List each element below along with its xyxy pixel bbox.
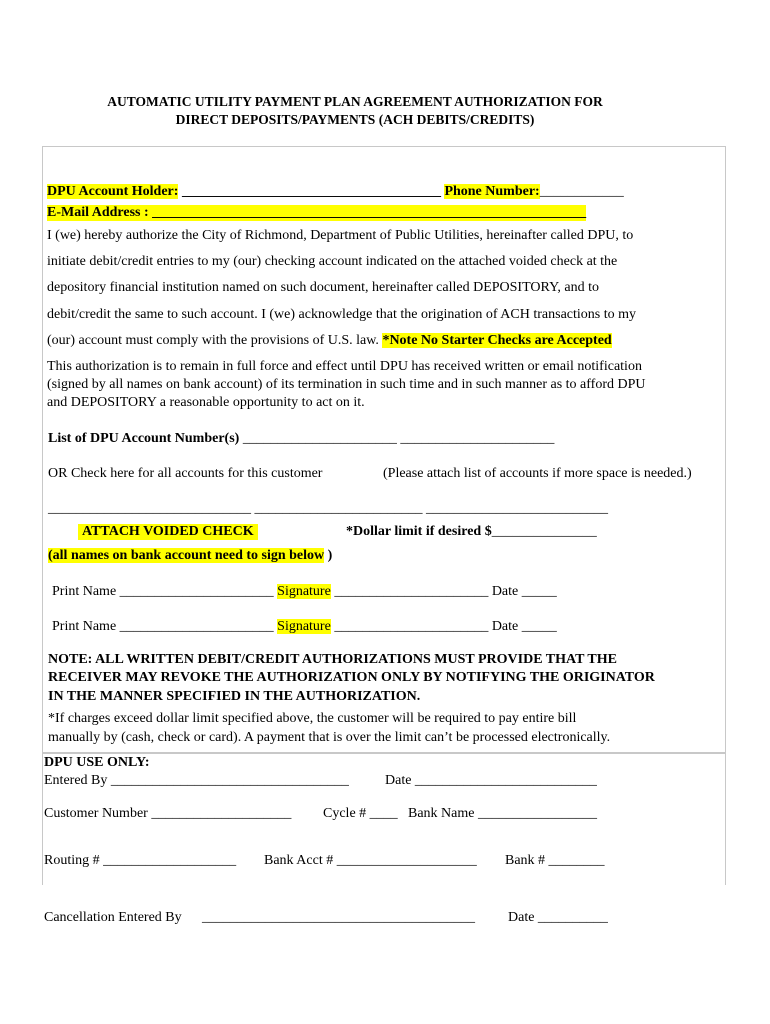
bank-number-field[interactable]: Bank # ________	[505, 853, 605, 868]
all-accounts-checkbox-label[interactable]: OR Check here for all accounts for this customer	[48, 466, 323, 481]
print-name-field[interactable]: Print Name ______________________	[52, 619, 274, 634]
limit-line-2: manually by (cash, check or card). A payment that is over the limit can’t be processed electronically.	[48, 730, 611, 745]
dollar-limit-label: *Dollar limit if desired $	[346, 524, 492, 539]
phone-field[interactable]: ____________	[539, 184, 624, 199]
print-name-field[interactable]: Print Name ______________________	[52, 584, 274, 599]
routing-field[interactable]: Routing # ___________________	[44, 853, 237, 868]
cycle-field[interactable]: Cycle # ____	[323, 806, 398, 821]
signature-label: Signature	[277, 584, 331, 599]
date-field[interactable]: Date _____	[491, 584, 557, 599]
account-holder-field[interactable]: _____________________________________	[181, 184, 441, 199]
auth-line-5: (our) account must comply with the provisions of U.S. law.	[47, 333, 379, 348]
account-numbers-row	[48, 431, 554, 447]
dollar-limit-row	[346, 524, 597, 540]
customer-number-field[interactable]: Customer Number ____________________	[44, 806, 292, 821]
dollar-limit-field[interactable]: _______________	[491, 524, 597, 539]
email-row	[47, 205, 586, 221]
form-title-line1: AUTOMATIC UTILITY PAYMENT PLAN AGREEMENT AUTHORIZATION FOR	[107, 94, 603, 109]
force-line-1: This authorization is to remain in full force and effect until DPU has received written or email notification	[47, 359, 642, 374]
note-line-3: IN THE MANNER SPECIFIED IN THE AUTHORIZATION.	[48, 689, 421, 704]
starter-check-note: *Note No Starter Checks are Accepted	[382, 333, 612, 348]
account-holder-label: DPU Account Holder:	[47, 184, 179, 199]
all-names-row	[48, 548, 332, 564]
account-blank-row[interactable]: _____________________________ ________________________ __________________________	[48, 501, 608, 516]
signature-label: Signature	[277, 619, 331, 634]
form-title-line2: DIRECT DEPOSITS/PAYMENTS (ACH DEBITS/CREDITS)	[175, 112, 535, 127]
limit-line-1: *If charges exceed dollar limit specified above, the customer will be required to pay entire bill	[48, 711, 577, 726]
attach-voided-check: ATTACH VOIDED CHECK	[78, 524, 258, 540]
auth-line-4: debit/credit the same to such account. I (we) acknowledge that the origination of ACH transactions to my	[47, 307, 636, 322]
note-line-1: NOTE: ALL WRITTEN DEBIT/CREDIT AUTHORIZATIONS MUST PROVIDE THAT THE	[48, 652, 617, 667]
auth-line-3: depository financial institution named on such document, hereinafter called DEPOSITORY, and to	[47, 280, 599, 295]
email-field[interactable]: ______________________________________________________________	[152, 205, 587, 220]
auth-line-5-row	[47, 333, 612, 349]
auth-line-1: I (we) hereby authorize the City of Richmond, Department of Public Utilities, hereinafter called DPU, to	[47, 228, 634, 243]
phone-label: Phone Number:	[444, 184, 540, 199]
bank-acct-field[interactable]: Bank Acct # ____________________	[264, 853, 477, 868]
account-number-field-2[interactable]: ______________________	[400, 431, 555, 446]
note-line-2: RECEIVER MAY REVOKE THE AUTHORIZATION ONLY BY NOTIFYING THE ORIGINATOR	[48, 670, 655, 685]
signature-row-1	[52, 584, 557, 600]
force-line-2: (signed by all names on bank account) of its termination in such time and in such manner as to afford DPU	[47, 377, 646, 392]
entered-by-field[interactable]: Entered By __________________________________	[44, 773, 349, 788]
date-field[interactable]: Date _____	[491, 619, 557, 634]
entered-date-field[interactable]: Date __________________________	[385, 773, 597, 788]
signature-field[interactable]: ______________________	[334, 584, 489, 599]
force-line-3: and DEPOSITORY a reasonable opportunity to act on it.	[47, 395, 365, 410]
signature-field[interactable]: ______________________	[334, 619, 489, 634]
account-holder-row	[47, 184, 624, 200]
auth-line-2: initiate debit/credit entries to my (our) checking account indicated on the attached voided check at the	[47, 254, 618, 269]
email-label: E-Mail Address :	[47, 205, 149, 220]
cancellation-date-field[interactable]: Date __________	[508, 910, 608, 925]
all-names-paren: )	[327, 548, 333, 563]
bank-name-field[interactable]: Bank Name _________________	[408, 806, 597, 821]
cancellation-label: Cancellation Entered By	[44, 910, 182, 925]
account-numbers-label: List of DPU Account Number(s)	[48, 431, 240, 446]
signature-row-2	[52, 619, 557, 635]
cancellation-field[interactable]: _______________________________________	[202, 910, 475, 925]
dpu-use-heading: DPU USE ONLY:	[44, 755, 150, 770]
attach-list-note: (Please attach list of accounts if more space is needed.)	[383, 466, 692, 481]
all-names-note: (all names on bank account need to sign below	[48, 548, 325, 563]
account-number-field-1[interactable]: ______________________	[242, 431, 397, 446]
